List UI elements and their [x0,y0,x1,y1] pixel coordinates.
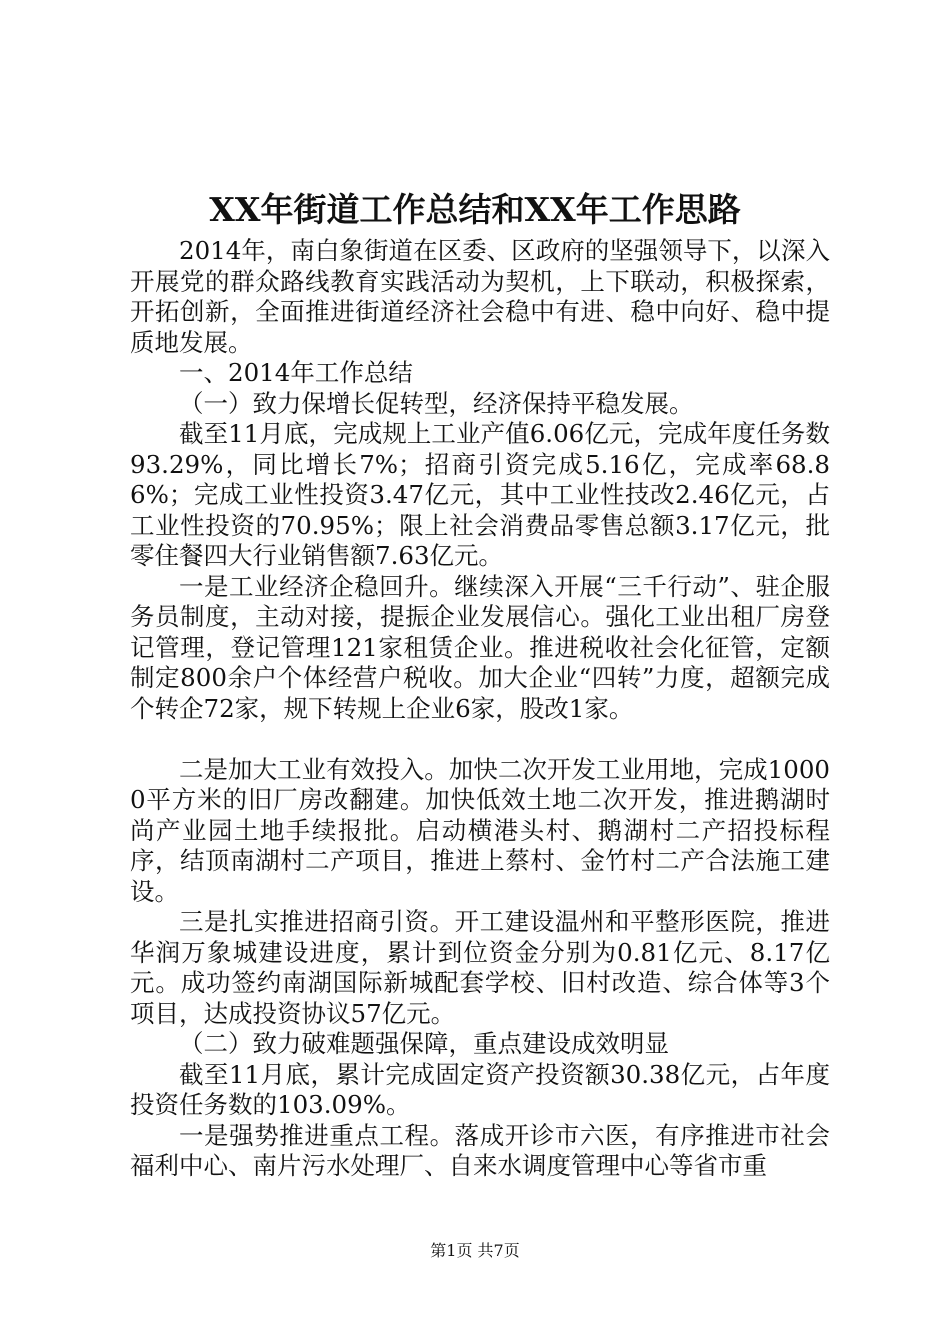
paragraph-investment-promotion: 三是扎实推进招商引资。开工建设温州和平整形医院，推进华润万象城建设进度，累计到位资金分别为0.81亿元、8.17亿元。成功签约南湖国际新城配套学校、旧村改造、综合体等3个项目，达成投资协议57亿元。 [130,907,830,1028]
subsection-heading-2: （二）致力破难题强保障，重点建设成效明显 [179,1029,669,1058]
paragraph-industrial-investment: 二是加大工业有效投入。加快二次开发工业用地，完成10000平方米的旧厂房改翻建。加快低效土地二次开发，推进鹅湖时尚产业园土地手续报批。启动横港头村、鹅湖村二产招投标程序，结顶南湖村二产项目，推进上蔡村、金竹村二产合法施工建设。 [130,754,830,906]
paragraph-industry-recovery: 一是工业经济企稳回升。继续深入开展“三千行动”、驻企服务员制度，主动对接，提振企业发展信心。强化工业出租厂房登记管理，登记管理121家租赁企业。推进税收社会化征管，定额制定800余户个体经营户税收。加大企业“四转”力度，超额完成个转企72家，规下转规上企业6家，股改1家。 [130,571,830,723]
section-heading-1: 一、2014年工作总结 [179,358,413,387]
page-footer: 第1页 共7页 [430,1241,520,1260]
document-title: XX年街道工作总结和XX年工作思路 [209,190,741,229]
paragraph-stats-2: 截至11月底，累计完成固定资产投资额30.38亿元，占年度投资任务数的103.09%。 [130,1059,830,1119]
paragraph-intro: 2014年，南白象街道在区委、区政府的坚强领导下，以深入开展党的群众路线教育实践活动为契机，上下联动，积极探索，开拓创新，全面推进街道经济社会稳中有进、稳中向好、稳中提质地发展。 [130,236,830,357]
subsection-heading-1: （一）致力保增长促转型，经济保持平稳发展。 [179,388,694,418]
paragraph-stats-1: 截至11月底，完成规上工业产值6.06亿元，完成年度任务数93.29%，同比增长7%；招商引资完成5.16亿，完成率68.86%；完成工业性投资3.47亿元，其中工业性技改2.46亿元，占工业性投资的70.95%；限上社会消费品零售总额3.17亿元，批零住餐四大行业销售额7.63亿元。 [130,419,830,570]
document-body [130,236,830,1182]
paragraph-key-projects: 一是强势推进重点工程。落成开诊市六医，有序推进市社会福利中心、南片污水处理厂、自来水调度管理中心等省市重 [130,1120,830,1180]
